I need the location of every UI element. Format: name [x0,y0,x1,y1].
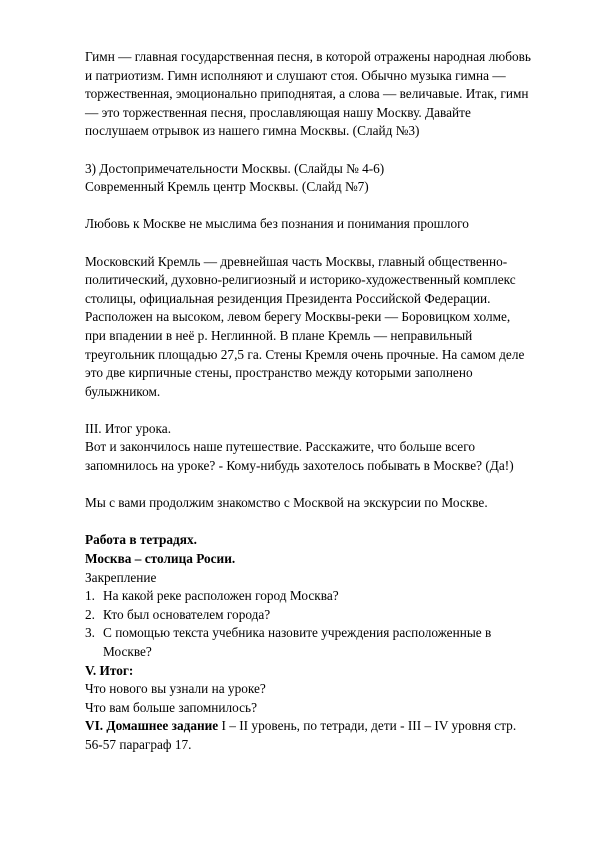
result-question: Что нового вы узнали на уроке? [85,681,266,697]
homework-text: I – II уровень, по тетради, дети - III – IV уровня стр. [218,718,517,734]
text-line: при впадении в неё р. Неглинной. В плане Кремль — неправильный [85,327,473,343]
document-body [85,48,555,755]
workbook-section [85,531,555,754]
result-question: Что вам больше запомнилось? [85,699,258,715]
summary-section [85,420,555,476]
homework-label: VI. Домашнее задание [85,718,219,734]
text-line: столицы, официальная резиденция Президента Российской Федерации. [85,290,491,306]
text-line: Вот и закончилось наше путешествие. Расскажите, что больше всего [85,439,475,455]
list-item [85,606,555,625]
result-heading: V. Итог: [85,662,134,678]
text-line: послушаем отрывок из нашего гимна Москвы. (Слайд №3) [85,123,420,139]
question-text: С помощью текста учебника назовите учреждения расположенные в [103,625,492,641]
list-item [85,587,555,606]
text-line: треугольник площадью 27,5 га. Стены Кремля очень прочные. На самом деле [85,346,525,362]
question-text: На какой реке расположен город Москва? [103,588,339,604]
question-text-continued: Москве? [103,644,152,659]
list-number: 3. [85,625,95,641]
text-line: Расположен на высоком, левом берегу Москвы-реки — Боровицком холме, [85,309,511,325]
homework-line-continued: 56-57 параграф 17. [85,736,192,752]
continue-paragraph [85,494,555,513]
text-line: и патриотизм. Гимн исполняют и слушают стоя. Обычно музыка гимна — [85,67,506,83]
love-line: Любовь к Москве не мыслима без познания и понимания прошлого [85,216,469,232]
list-item [85,624,555,661]
summary-heading: III. Итог урока. [85,420,172,436]
kremlin-center-line: Современный Кремль центр Москвы. (Слайд №7) [85,179,369,195]
homework-line [85,717,555,736]
text-line: Гимн — главная государственная песня, в которой отражены народная любовь [85,49,531,64]
list-number: 2. [85,606,95,622]
anthem-paragraph [85,48,555,141]
text-line: запомнилось на уроке? - Кому-нибудь захотелось побывать в Москве? (Да!) [85,458,514,474]
questions-list [85,587,555,661]
continue-line: Мы с вами продолжим знакомство с Москвой на экскурсии по Москве. [85,495,488,511]
question-text: Кто был основателем города? [103,606,271,622]
consolidation-label: Закрепление [85,569,157,585]
list-number: 1. [85,588,95,604]
text-line: Московский Кремль — древнейшая часть Москвы, главный общественно- [85,253,508,269]
sights-heading: 3) Достопримечательности Москвы. (Слайды № 4-6) [85,160,385,176]
text-line: торжественная, эмоционально приподнятая, а слова — величавые. Итак, гимн [85,86,529,102]
sights-section [85,160,555,197]
text-line: — это торжественная песня, прославляющая нашу Москву. Давайте [85,104,471,120]
text-line: это две кирпичные стены, пространство между которыми заполнено [85,365,473,381]
text-line: булыжником. [85,383,161,399]
workbook-heading: Работа в тетрадях. [85,532,197,548]
text-line: политический, духовно-религиозный и историко-художественный комплекс [85,272,516,288]
kremlin-paragraph [85,253,555,402]
workbook-subheading: Москва – столица Росии. [85,551,236,567]
love-paragraph [85,215,555,234]
